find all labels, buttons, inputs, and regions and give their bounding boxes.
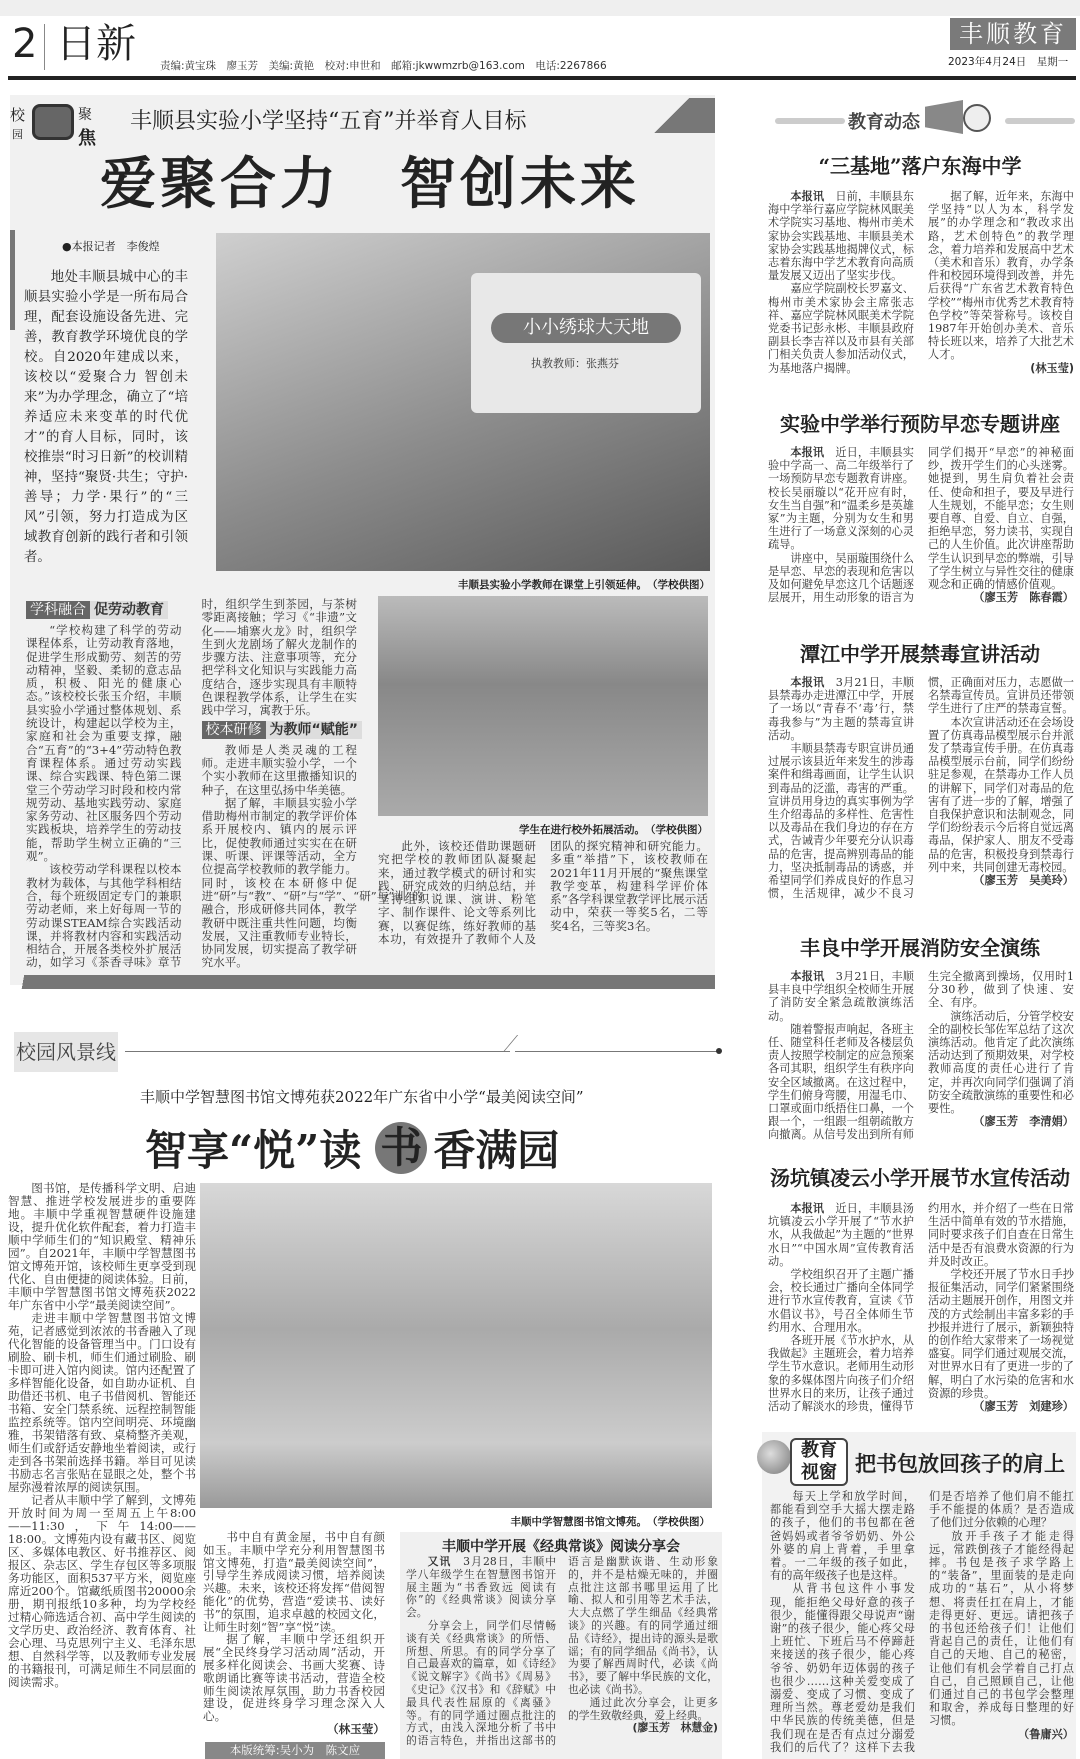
paragraph: 学校还开展了节水日手抄报征集活动，同学们紧紧围绕活动主题展开创作，用图文并茂的方式绘制出丰富多彩的手抄报并进行了展示，新颖独特的创作给大家带来了一场视觉盛宴。同学们通过观展交流，对世界水日有了更进一步的了解，明白了水污染的危害和水资源的珍贵。: [928, 1268, 1074, 1400]
rule: [503, 1035, 518, 1052]
section-heading-b: 促劳动教育: [90, 601, 168, 619]
paragraph: 从背书包这件小事发现，能拒绝父母好意的孩子很少，能懂得跟父母说声“谢谢”的孩子很少，能心疼父母上班忙、下班后马不停蹄赶来接送的孩子很少，能心疼爷爷、奶奶年迈体弱的孩子也很少……这种关爱变成了溺爱、变成了习惯、变成了理所当然。尊老爱幼是我们中华民族的传统美德，但是我们现在是否有点过分溺爱我们的后代了？这样下去我们是否培养了他们肩不能扛手不能提的体质？是否造成了他们过分依赖的心理？: [770, 1490, 1074, 1754]
page-name: 日新: [56, 21, 136, 67]
paragraph: 走进丰顺中学智慧图书馆文博苑，记者感觉到浓浓的书香融入了现代化智能的设备管理当中。门口设有刷脸、刷卡机，师生们通过刷脸、刷卡即可进入馆内阅读。馆内还配置了多样智能化设备，如自助办证机、自助借还书机、电子书借阅机、智能还书箱、安全门禁系统、远程控制智能监控系统等。馆内空间明亮、环境幽雅，书架错落有致、桌椅整齐美观，师生们或舒适安静地坐着阅读，或行走到各书架前选择书籍。举目可见读书励志名言张贴在显眼之处，整个书屋弥漫着浓厚的阅读氛围。: [8, 1311, 196, 1494]
paragraph: 近日，丰顺县实验中学高一、高二年级举行了一场预防早恋专题教育讲座。校长吴丽璇以“花开应有时，女生当自强”和“温柔乡是英雄冢”为主题，分别为女生和男生进行了一场意义深刻的心灵疏导。: [768, 446, 914, 552]
paragraph: 随着警报声响起，各班主任、随堂科任老师及各楼层负责人按照学校制定的应急预案各司其职，组织学生有秩序向安全区域撤离。在这过程中，学生们俯身弯腰，用湿毛巾、口罩或面巾纸捂住口鼻，一个跟一个，一组跟一组朝疏散方向撤离。从信号发出到所有师生完全撤离到操场，仅用时1分30秒，做到了快速、安全、有序。: [768, 970, 1074, 1142]
paragraph: 3月21日，丰顺县禁毒办走进潭江中学，开展了一场以“青春不‘毒’行，禁毒我参与”为主题的禁毒宣讲活动。: [768, 676, 914, 742]
campus-column: [8, 1182, 196, 1689]
rule: [515, 1051, 720, 1052]
article-title: 汤坑镇凌云小学开展节水宣传活动: [770, 1166, 1070, 1190]
classroom-photo: [216, 233, 710, 571]
paragraph: 3月28日，丰顺中学八年级学生在智慧图书馆开展主题为“书香致远 阅读有你”的《经典常谈》阅读分享会。: [406, 1555, 556, 1620]
globe-icon: [757, 1440, 791, 1474]
paragraph: “学校构建了科学的劳动课程体系，让劳动教育落地，促进学生形成勤劳、刻苦的劳动精神，坚毅、柔韧的意志品质，积极、阳光的健康心态。”该校校长张玉介绍，丰顺县实验小学通过整体规划、系统设计，构建起以学校为主，家庭和社会为重要支撑，融合“五育”的“3+4”劳动特色教育课程体系。通过劳动实践课、综合实践课、特色第二课堂三个劳动学习时段和校内常规劳动、基地实践劳动、家庭家务劳动、社区服务四个劳动实践板块，培养学生的劳动技能，帮助学生树立正确的“三观”。: [26, 623, 182, 864]
lead: 本报讯: [790, 969, 825, 983]
campus-column: [203, 1531, 385, 1736]
campus-title: [145, 1118, 559, 1178]
sub-article-title: 丰顺中学开展《经典常谈》阅读分享会: [442, 1539, 680, 1555]
decor-corner: [640, 98, 715, 133]
feature-intro: 地处丰顺县城中心的丰顺县实验小学是一所布局合理，配套设施设备先进、完善，教育教学环境优良的学校。自2020年建成以来，该校以“爱聚合力 智创未来”为办学理念，确立了“培养适应未来变革的时代优才”的育人目标，同时，该校推崇“时习日新”的校训精神，坚持“聚贤·共生；守护·善导；力学·果行”的“三风”引领，努力打造成为区域教育创新的践行者和引领者。: [24, 270, 188, 565]
screen-subtitle: 执教教师：张燕芬: [531, 357, 619, 370]
screen-title: 小小绣球大天地: [491, 313, 681, 343]
lead: 本报讯: [790, 445, 825, 459]
paragraph: 每天上学和放学时间，都能看到空手大摇大摆走路的孩子，他们的书包都在爸爸妈妈或者爷爷奶奶、外公外婆的肩上背着，手里拿着。一二年级的孩子如此，有的高年级孩子也是这样。: [770, 1490, 915, 1583]
article-body: [768, 1202, 1074, 1413]
byline: (廖玉芳 林慧金): [632, 1721, 718, 1735]
paragraph: 各班开展《节水护水，从我做起》主题班会，着力培养学生节水意识。老师用生动形象的多媒体图片向孩子们介绍世界水日的来历，让孩子通过活动了解淡水的珍贵，懂得节约用水，并介绍了一些在日常生活中简单有效的节水措施，同时要求孩子们自查在日常生活中是否有浪费水资源的行为并及时改正。: [768, 1202, 1074, 1414]
badge-text: 教育: [801, 1440, 837, 1461]
badge-char: 校: [10, 106, 26, 124]
paragraph: 嘉应学院副校长罗嘉文、梅州市美术家协会主席张志祥、嘉应学院林风眠美术学院党委书记彭永彬、丰顺县政府副县长李吉祥以及市县有关部门相关负责人参加活动仪式，为基地落户揭牌。: [768, 282, 914, 375]
editor-box: 本版统筹:吴小为 陈文应: [205, 1742, 385, 1759]
article-body: [768, 970, 1074, 1142]
feature-columns: [26, 597, 424, 970]
page-number: 2: [12, 21, 38, 67]
section-heading-b: 为教师“赋能”: [266, 721, 362, 739]
title-circle: 书: [375, 1122, 427, 1174]
paragraph: 该校劳动学科课程以校本教材为载体，与其他学科相结合，每个班级固定专门的兼职劳动老师，来上好每周一节的劳动课STEAM综合实践活动课，并将教材内容和实践活动相结合，开展各类校外扩展活动，如学习《茶香寻味》章节时，组织学生到茶园，与茶树零距离接触；学习《“非遗”文化——埔寨火龙》时，组织学生到火龙剧场了解火龙制作的步骤方法、注意事项等，充分把学科文化知识与实践能力高度结合，逐步实现具有丰顺特色课程教学体系，让学生在实践中学习，寓教于乐。: [26, 597, 357, 970]
photo-caption: 丰顺县实验小学教师在课堂上引领延伸。 （学校供图）: [458, 579, 710, 591]
sub-article-body: [406, 1556, 718, 1748]
badge-char: 焦: [78, 128, 96, 149]
paragraph: 讲座中，吴丽璇围绕什么是早恋、早恋的表现和危害以及如何避免早恋这几个话题逐层展开，用生动形象的语言为同学们揭开“早恋”的神秘面纱，拨开学生们的心头迷雾。她提到，男生肩负着社会责任、使命和担子，要及早进行人生规划，不能早恋；女生则要自尊、自爱、自立、自强，拒绝早恋，努力读书，实现自己的人生价值。此次讲座帮助学生认识到早恋的弊端，引导了学生树立与异性交往的健康观念和正确的情感价值观。: [768, 446, 1074, 605]
feature-kicker: 丰顺县实验小学坚持“五育”并举育人目标: [130, 109, 527, 134]
paragraph: 据了解，丰顺县实验小学借助梅州市制定的教学评价体系开展校内、镇内的展示评比，促使教师通过实实在在研课、听课、评课等活动，全方位提高学校教师的教学能力。同时，该校在本研修中促进“研”与“教”、“研”与“学”、“研”与“训”的融合，形成研修共同体，教学教研中既注重共性问题，均衡发展，又注重教师专业特长，协同发展，切实提高了教学研究水平。: [201, 795, 424, 970]
rule: [125, 1051, 510, 1052]
lead: 本报讯: [790, 1201, 825, 1215]
paragraph: 此外，该校还借助课题研究把学校的教师团队凝聚起来，通过教学模式的研讨和实践、研究成效的归纳总结，并坚持组织说课、演讲、粉笔字、制作课件、论文等系列比赛，以赛促练，练好教师的基本功，有效提升了教师个人及团队的探究精神和研究能力。多重“举措”下，该校教师在2021年11月开展的“聚焦课堂教学变革，构建科学评价体系”各学科课堂教学评比展示活动中，荣获一等奖5名，二等奖4名，三等奖3名。: [378, 839, 708, 947]
paragraph: 图书馆，是传播科学文明、启迪智慧、推进学校发展进步的重要阵地。丰顺中学重视智慧硬件设施建设，提升优化软件配套，着力打造丰顺中学师生们的“知识殿堂、精神乐园”。自2021年，丰顺中学智慧图书馆文博苑开馆，该校师生更享受到现代化、自由便捷的阅读体验。日前，丰顺中学智慧图书馆文博苑获2022年广东省中小学“最美阅读空间”。: [8, 1181, 196, 1312]
paragraph: 通过此次分享会，让更多的学生致敬经典，爱上经典。: [568, 1695, 718, 1722]
byline: （廖玉芳 李清娟）: [973, 1115, 1074, 1129]
photo-caption: 丰顺中学智慧图书馆文博苑。 （学校供图）: [510, 1516, 710, 1528]
byline: （廖玉芳 刘建珍）: [973, 1400, 1074, 1414]
article-title: 潭江中学开展禁毒宣讲活动: [800, 642, 1040, 666]
section-heading-a: 学科融合: [26, 601, 90, 619]
badge-char: 聚: [78, 107, 92, 123]
paragraph: 本次宣讲活动还在会场设置了仿真毒品模型展示台并派发了禁毒宣传手册。在仿真毒品模型展示台前，同学们纷纷驻足参观，在禁毒办工作人员的讲解下，同学们对毒品的危害有了进一步的了解，增强了自我保护意识和法制观念，同学们纷纷表示今后将自觉远离毒品，保护家人、朋友不受毒品的危害，积极投身到禁毒行列中来，共同创建无毒校园。: [928, 715, 1074, 874]
paragraph: 放开手孩子才能走得远，常跌倒孩子才能经得起摔。书包是孩子求学路上的“装备”，里面装的是走向成功的“基石”，从小将梦想、将责任扛在肩上，才能走得更好、更远。请把孩子的书包还给孩子们！让他们背起自己的责任，让他们有自己的天地、自己的秘密，让他们有机会学着自己打点自己，自己照顾自己，让他们通过自己的书包学会整理和取舍，养成每日整理的好习惯。: [929, 1529, 1074, 1728]
article-body: [768, 190, 1074, 375]
window-badge: [790, 1438, 848, 1486]
paragraph: 书中自有黄金屋，书中自有颜如玉。丰顺中学充分利用智慧图书馆文博苑，打造“最美阅读空间”，引导学生养成阅读习惯，培养阅读兴趣。未来，该校还将发挥“借阅智能化”的优势，营造“爱读书、读好书”的氛围，追求卓越的校园文化，让师生时刻“智”享“悦”读。: [203, 1530, 385, 1634]
article-body: [768, 446, 1074, 604]
section-heading-a: 校本研修: [202, 721, 266, 739]
window-body: [770, 1490, 1074, 1754]
paragraph: 丰顺县禁毒专职宣讲员通过展示该县近年来发生的涉毒案件和缉毒画面，让学生认识到毒品的泛滥，毒害的严重。宣讲员用身边的真实事例为学生介绍毒品的多样性、危害性以及毒品在我们身边的存在方式，告诫青少年要充分认识毒品的危害，提高辨别毒品的能力，坚决抵制毒品的诱惑，并希望同学们养成良好的作息习惯，生活规律，减少不良习惯，正确面对压力，志愿做一名禁毒宣传员。宣讲员还带领学生进行了庄严的禁毒宣誓。: [768, 676, 1074, 901]
paragraph: 3月21日，丰顺县丰良中学组织全校师生开展了消防安全紧急疏散演练活动。: [768, 970, 914, 1023]
article-column: [378, 840, 708, 946]
decor-bar: [10, 975, 715, 989]
section-heading: [26, 600, 182, 620]
article-title: 丰良中学开展消防安全演练: [800, 936, 1040, 960]
issue-date: 2023年4月24日 星期一: [948, 56, 1069, 68]
feature-title: 爱聚合力 智创未来: [100, 151, 640, 217]
girl-illustration-icon: [963, 104, 991, 132]
paragraph: 教师是人类灵魂的工程师。走进丰顺实验小学，一个个实小教师在这里撒播知识的种子，在这里弘扬中华美德。: [201, 742, 357, 797]
title-part: 智享“悦”读: [145, 1126, 362, 1175]
top-band: [0, 0, 1080, 16]
article-title: “三基地”落户东海中学: [818, 154, 1022, 178]
lead: 本报讯: [790, 189, 825, 203]
paragraph: 学校组织召开了主题广播会，校长通过广播向全体同学进行节水宣传教育，宣读《节水倡议书》，号召全体师生节约用水、合理用水。: [768, 1268, 914, 1334]
section-heading: [202, 720, 358, 740]
outdoor-activity-photo: [378, 596, 708, 816]
paragraph: 记者从丰顺中学了解到，文博苑开放时间为周一至周五上午8:00——11:30，下午14:00——18:00。文博苑内设有藏书区、阅览区、多媒体电教区、好书推荐区、阅报区、杂志区、学生存包区等多项服务功能区，面积537平方米，阅览座席近200个。馆藏纸质图书20000余册，期刊报纸10多种，均为学校经过精心筛选适合初、高中学生阅读的文学历史、政治经济、教育体育、社会心理、马克思列宁主义、毛泽东思想、自然科学等，以及教师专业发展的书籍报刊，可满足师生不同层面的阅读需求。: [8, 1493, 196, 1689]
paragraph: 据了解，近年来，东海中学坚持“以人为本，科学发展”的办学理念和“教改求出路，艺术创特色”的教学理念，着力培养和发展高中艺术（美术和音乐）教育，办学条件和校园环境得到改善，并先后获得“广东省艺术教育特色学校”“梅州市优秀艺术教育特色学校”等荣誉称号。该校自1987年开始创办美术、音乐特长班以来，培养了大批艺术人才。: [928, 190, 1074, 362]
paper-logo: 丰顺教育: [950, 18, 1076, 50]
badge-text: 视窗: [801, 1462, 837, 1483]
projector-screen: [471, 273, 701, 413]
paragraph: 近日，丰顺县汤坑镇凌云小学开展了“节水护水，从我做起”为主题的“世界水日”“中国水周”宣传教育活动。: [768, 1202, 914, 1268]
paragraph: 分享会上，同学们尽情畅谈有关《经典常谈》的所悟、所想、所思。有的同学分享了自己最喜欢的篇章，如《诗经》《说文解字》《尚书》《周易》《史记》《汉书》和《辞赋》中最具代表性屈原的《离骚》等。有的同学通过圈点批注的方式，由浅入深地分析了书中的语言特色，并指出这部书的语言是幽默诙谐、生动形象的，并不是枯燥无味的，并圈点批注这部书哪里运用了比喻、拟人和引用等艺术手法，大大点燃了学生细品《经典常谈》的兴趣。有的同学通过细品《诗经》，提出诗的源头是歌谣；有的同学细品《尚书》，认为要了解西周时代，必读《尚书》，要了解中华民族的文化，也必读《尚书》。: [406, 1555, 718, 1748]
article-body: [768, 676, 1074, 900]
megaphone-icon: [925, 100, 963, 134]
paragraph: 据了解，丰顺中学还组织开展“全民终身学习活动周”活动，开展多样化阅读会、书画大奖赛、诗歌朗诵比赛等读书活动，营造全校师生阅读浓厚氛围，助力书香校园建设，促进终身学习理念深入人心。: [203, 1632, 385, 1724]
paragraph: 演练活动后，分管学校安全的副校长邹佐军总结了这次演练活动。他肯定了此次演练活动达到了预期效果，对学校教师高度的责任心进行了肯定，并再次向同学们强调了消防安全疏散演练的重要性和必要性。: [928, 1009, 1074, 1116]
paragraph: 日前，丰顺县东海中学举行嘉应学院林风眠美术学院实习基地、梅州市美术家协会实践基地、丰顺县美术家协会实践基地揭牌仪式，标志着东海中学艺术教育向高质量发展又迈出了坚实步伐。: [768, 190, 914, 283]
dot: [716, 1048, 722, 1054]
header-rule: [8, 76, 1076, 80]
byline: （廖玉芳 陈春霞）: [973, 591, 1074, 605]
byline: （廖玉芳 吴美玲）: [973, 874, 1074, 888]
banner-line: [775, 118, 845, 124]
badge-char: 园: [12, 128, 23, 141]
lead: 又讯: [427, 1555, 452, 1568]
library-photo: [200, 1183, 712, 1508]
byline: ●本报记者 李俊煌: [62, 240, 160, 253]
decor-bar: [10, 230, 15, 330]
campus-kicker: 丰顺中学智慧图书馆文博苑获2022年广东省中小学“最美阅读空间”: [140, 1088, 584, 1106]
section-banner: 教育动态: [848, 112, 920, 133]
section-label: 校园风景线: [14, 1032, 118, 1072]
photo-caption: 学生在进行校外拓展活动。 （学校供图）: [519, 824, 708, 836]
window-title: 把书包放回孩子的肩上: [855, 1451, 1065, 1476]
banner-line: [1005, 118, 1075, 124]
lead: 本报讯: [790, 675, 825, 689]
article-title: 实验中学举行预防早恋专题讲座: [780, 412, 1060, 436]
tv-icon: [32, 104, 74, 140]
credits: 责编:黄宝珠 廖玉芳 美编:黄艳 校对:申世和 邮箱:jkwwmzrb@163.com 电话:2267866: [160, 60, 607, 72]
title-part: 香满园: [433, 1126, 560, 1175]
divider: [44, 24, 45, 70]
byline: （鲁庸兴）: [1018, 1727, 1074, 1741]
byline: （林玉莹）: [327, 1721, 385, 1736]
byline: (林玉莹): [1030, 361, 1074, 375]
